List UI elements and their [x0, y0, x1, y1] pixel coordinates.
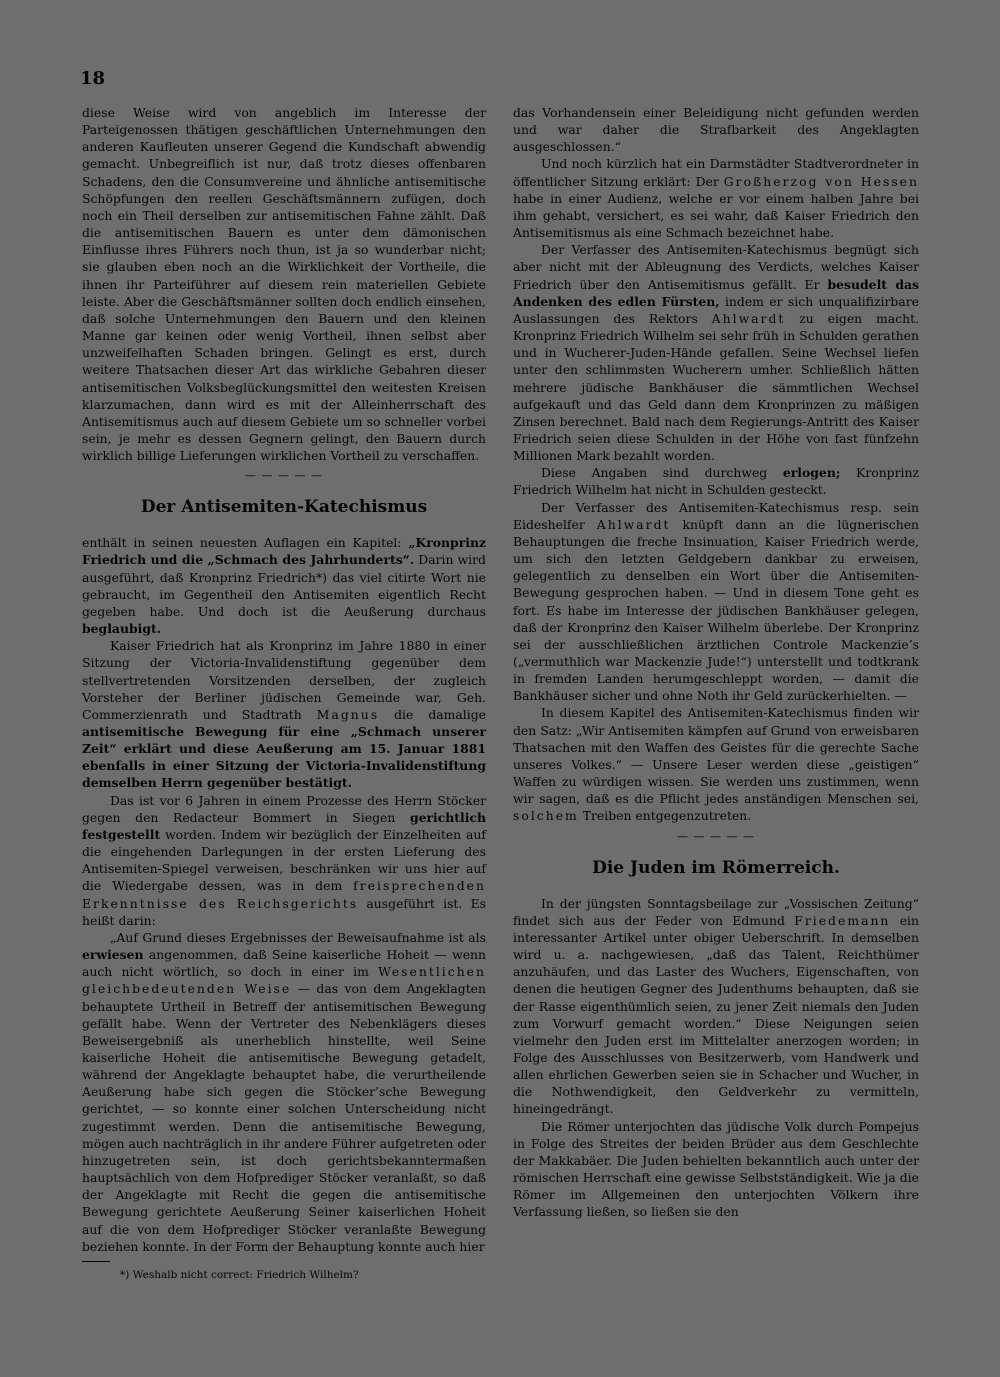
right-paragraph-6: In diesem Kapitel des Antisemiten-Katechismus finden wir den Satz: „Wir Antisemiten kämpfen auf Grund von erweisbaren Thatsachen mit den Waffen des Geistes für die gerechte Sache unseres Volkes.“ — Unsere Leser werden diese „geistigen“ Waffen zu würdigen wissen. Sie werden uns zustimmen, wenn wir sagen, daß es die Pflicht jedes anständigen Menschen sei, solchem Treiben entgegenzutreten. [513, 705, 919, 824]
left-quote-paragraph: „Auf Grund dieses Ergebnisses der Beweisaufnahme ist als erwiesen angenommen, daß Seine kaiserliche Hoheit — wenn auch nicht wörtlich, so doch in einer im Wesentlichen gleichbedeutenden Weise — das von dem Angeklagten behauptete Urtheil in Betreff der antisemitischen Bewegung gefällt habe. Wenn der Vertreter des Nebenklägers dieses Beweisergebniß als unerheblich hinstellte, weil Seine kaiserliche Hoheit die antisemitische Bewegung getadelt, während der Angeklagte behauptet habe, die verurtheilende Aeußerung habe sich gegen die Stöcker’sche Bewegung gerichtet, — so konnte einer solchen Unterscheidung nicht zugestimmt werden. Denn die antisemitische Bewegung, mögen auch nachträglich in ihr andere Führer aufgetreten oder hinzugetreten sein, ist doch gerichtsbekanntermaßen hauptsächlich von dem Hofprediger Stöcker veranlaßt, so daß der Angeklagte mit Recht die gegen die antisemitische Bewegung gerichtete Aeußerung Seiner kaiserlichen Hoheit auf die von dem Hofprediger Stöcker veranlaßte Bewegung beziehen konnte. In der Form der Behauptung konnte auch hier [82, 929, 486, 1254]
left-column [82, 104, 486, 1282]
footnote: *) Weshalb nicht correct: Friedrich Wilhelm? [120, 1268, 359, 1281]
page-number: 18 [80, 68, 106, 89]
right-paragraph-4: Diese Angaben sind durchweg erlogen; Kronprinz Friedrich Wilhelm hat nicht in Schulden gesteckt. [513, 465, 920, 498]
right-column [513, 104, 919, 1221]
section-divider-right: — — — — — [677, 829, 755, 843]
footnote-divider [82, 1261, 110, 1262]
left-paragraph-3: Kaiser Friedrich hat als Kronprinz im Jahre 1880 in einer Sitzung der Victoria-Invalidenstiftung gegenüber dem stellvertretenden Vorsitzenden derselben, der zugleich Vorsteher der Berliner jüdischen Gemeinde war, Geh. Commerzienrath und Stadtrath Magnus die damalige antisemitische Bewegung für eine „Schmach unserer Zeit“ erklärt und diese Aeußerung am 15. Januar 1881 ebenfalls in einer Sitzung der Victoria-Invalidenstiftung demselben Herrn gegenüber bestätigt. [82, 638, 486, 791]
left-paragraph-1: diese Weise wird von angeblich im Interesse der Parteigenossen thätigen geschäftlichen Unternehmungen den anderen Kaufleuten unserer Gegend die Kundschaft abwendig gemacht. Unbegreiflich ist nur, daß trotz dieses offenbaren Schadens, den die Consumvereine und ähnliche antisemitische Schöpfungen den reellen Geschäftsmännern zufügen, doch noch ein Theil derselben zur antisemitischen Fahne zählt. Daß die antisemitischen Bauern es unter dem dämonischen Einflusse ihres Führers noch thun, ist ja so wunderbar nicht; sie glauben eben noch an die Wirklichkeit der Vortheile, die ihnen ihr Parteiführer auf diesem rein materiellen Gebiete leiste. Aber die Geschäftsmänner sollten doch endlich einsehen, daß solche Unternehmungen den Bauern und den kleinen Manne gar keinen oder wenig Vortheil, ihnen selbst aber unzweifelhaften Schaden bringen. Gelingt es erst, durch weitere Thatsachen dieser Art das wirkliche Gebahren dieser antisemitischen Volksbeglückungsmittel den weitesten Kreisen klarzumachen, dann wird es mit der Alleinherrschaft des Antisemitismus auch auf diesem Gebiete um so schneller vorbei sein, je mehr es dessen Gegnern gelingt, den Bauern durch wirklich billige Lieferungen wirklichen Vortheil zu verschaffen. [82, 105, 486, 464]
section-divider: — — — — — [245, 469, 323, 483]
right-paragraph-2: Und noch kürzlich hat ein Darmstädter Stadtverordneter in öffentlicher Sitzung erklärt: Der Großherzog von Hessen habe in einer Audienz, welche er vor einem halben Jahre bei ihm gehabt, versichert, es sei wahr, daß Kaiser Friedrich den Antisemitismus als eine Schmach bezeichnet habe. [513, 156, 919, 241]
right-paragraph-1: das Vorhandensein einer Beleidigung nicht gefunden werden und war daher die Strafbarkeit des Angeklagten ausgeschlossen.“ [513, 105, 919, 155]
section-heading-katechismus: Der Antisemiten-Katechismus [140, 497, 428, 518]
left-paragraph-2: enthält in seinen neuesten Auflagen ein Kapitel: „Kronprinz Friedrich und die „Schmach des Jahrhunderts“. Darin wird ausgeführt, daß Kronprinz Friedrich*) das viel citirte Wort nie gebraucht, im Gegentheil den Antisemiten eigentlich Recht gegeben habe. Und doch ist die Aeußerung durchaus beglaubigt. [82, 535, 486, 637]
right-paragraph-7: In der jüngsten Sonntagsbeilage zur „Vossischen Zeitung“ findet sich aus der Feder von Edmund Friedemann ein interessanter Artikel unter obiger Ueberschrift. In demselben wird u. a. nachgewiesen, „daß das Talent, Reichthümer anzuhäufen, und das Laster des Wuchers, Eigenschaften, von denen die heutigen Gegner des Judenthums behaupten, daß sie der Rasse eigenthümlich seien, zu jener Zeit niemals den Juden zum Vorwurf gemacht worden.“ Diese Neigungen seien vielmehr den Juden erst im Mittelalter anerzogen worden; in Folge des Ausschlusses von Besitzerwerb, vom Handwerk und allen ehrlichen Gewerben seien sie in Schacher und Wucher, in die Nothwendigkeit, den Geldverkehr zu vermitteln, hineingedrängt. [513, 895, 919, 1117]
section-heading-roemerreich: Die Juden im Römerreich. [592, 857, 840, 878]
right-paragraph-8: Die Römer unterjochten das jüdische Volk durch Pompejus in Folge des Streites der beiden Brüder aus dem Geschlechte der Makkabäer. Die Juden behielten bekanntlich auch unter der römischen Herrschaft eine gewisse Selbstständigkeit. Wie ja die Römer im Allgemeinen den unterjochten Völkern ihre Verfassung ließen, so ließen sie den [513, 1118, 919, 1220]
right-paragraph-5: Der Verfasser des Antisemiten-Katechismus resp. sein Eideshelfer Ahlwardt knüpft dann an die lügnerischen Behauptungen die freche Insinuation, Kaiser Friedrich werde, um sich den letzten Geldgebern dankbar zu erweisen, gelegentlich zu denselben ein Wort über die Antisemiten-Bewegung gesprochen haben. — Und in diesem Tone geht es fort. Es habe im Interesse der jüdischen Bankhäuser gelegen, daß der Kronprinz den Kaiser Wilhelm überlebe. Der Kronprinz sei der ausschließlichen ärztlichen Controle Mackenzie’s („vermuthlich war Mackenzie Jude!“) unterstellt und todtkrank in fremden Landen herumgeschleppt worden, — damit die Bankhäuser sicher und ohne Noth ihr Geld zurückerhielten. — [513, 499, 920, 704]
left-paragraph-4: Das ist vor 6 Jahren in einem Prozesse des Herrn Stöcker gegen den Redacteur Bommert in Siegen gerichtlich festgestellt worden. Indem wir bezüglich der Einzelheiten auf die eingehenden Darlegungen in der ersten Lieferung des Antisemiten-Spiegel verweisen, beschränken wir uns hier auf die Wiedergabe dessen, was in dem freisprechenden Erkenntnisse des Reichsgerichts ausgeführt ist. Es heißt darin: [82, 792, 486, 928]
right-paragraph-3: Der Verfasser des Antisemiten-Katechismus begnügt sich aber nicht mit der Ableugnung des Verdicts, welches Kaiser Friedrich über den Antisemitismus gefällt. Er besudelt das Andenken des edlen Fürsten, indem er sich unqualifizirbare Auslassungen des Rektors Ahlwardt zu eigen macht. Kronprinz Friedrich Wilhelm sei sehr früh in Schulden gerathen und in Wucherer-Juden-Hände gefallen. Seine Wechsel liefen unter den schlimmsten Wucherern umher. Schließlich hätten mehrere jüdische Bankhäuser die sämmtlichen Wechsel aufgekauft und das Geld dann dem Kronprinzen zu mäßigen Zinsen berechnet. Bald nach dem Regierungs-Antritt des Kaiser Friedrich seien diese Schulden in der Höhe von fast fünfzehn Millionen Mark bezahlt worden. [513, 242, 920, 464]
